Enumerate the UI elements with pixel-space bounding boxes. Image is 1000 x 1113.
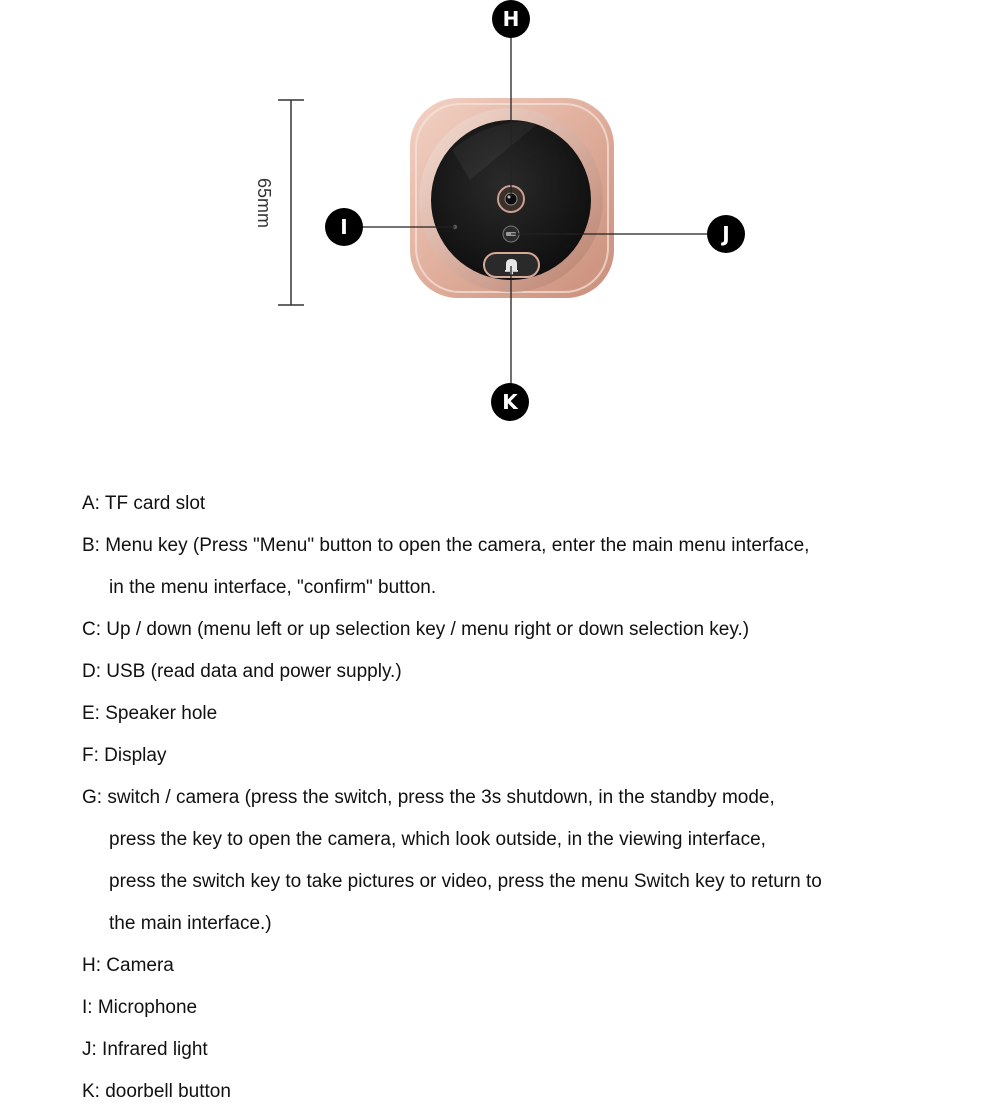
- dimension-label: 65mm: [254, 177, 274, 229]
- legend-item-b: B: Menu key (Press "Menu" button to open the camera, enter the main menu interface,: [82, 535, 810, 556]
- legend-item-g-continued: press the key to open the camera, which look outside, in the viewing interface,: [109, 829, 766, 850]
- legend-item-i: I: Microphone: [82, 997, 198, 1018]
- callout-i: [325, 208, 363, 246]
- legend-item-g-continued: press the switch key to take pictures or video, press the menu Switch key to return to: [109, 871, 822, 892]
- legend-item-b-continued: in the menu interface, "confirm" button.: [109, 577, 437, 598]
- legend-item-g: G: switch / camera (press the switch, press the 3s shutdown, in the standby mode,: [82, 787, 775, 808]
- legend-item-h: H: Camera: [82, 955, 174, 976]
- legend-item-g-continued: the main interface.): [109, 913, 272, 934]
- callout-j: [707, 215, 745, 253]
- svg-text:H: H: [502, 7, 520, 31]
- doorbell-device: [410, 98, 614, 298]
- legend-item-c: C: Up / down (menu left or up selection key / menu right or down selection key.): [82, 619, 750, 640]
- legend-item-e: E: Speaker hole: [82, 703, 218, 724]
- doorbell-diagram: [0, 0, 1000, 440]
- callout-k: [491, 383, 529, 421]
- svg-text:J: J: [722, 222, 730, 246]
- svg-text:I: I: [340, 215, 348, 239]
- legend-item-d: D: USB (read data and power supply.): [82, 661, 402, 682]
- legend-item-f: F: Display: [82, 745, 167, 766]
- legend-item-j: J: Infrared light: [82, 1039, 208, 1060]
- legend-item-a: A: TF card slot: [82, 493, 206, 514]
- dimension-marker: [254, 100, 304, 305]
- legend-list: [82, 483, 982, 1113]
- legend-item-k: K: doorbell button: [82, 1081, 231, 1102]
- svg-text:K: K: [502, 390, 518, 414]
- callout-h: [492, 0, 530, 38]
